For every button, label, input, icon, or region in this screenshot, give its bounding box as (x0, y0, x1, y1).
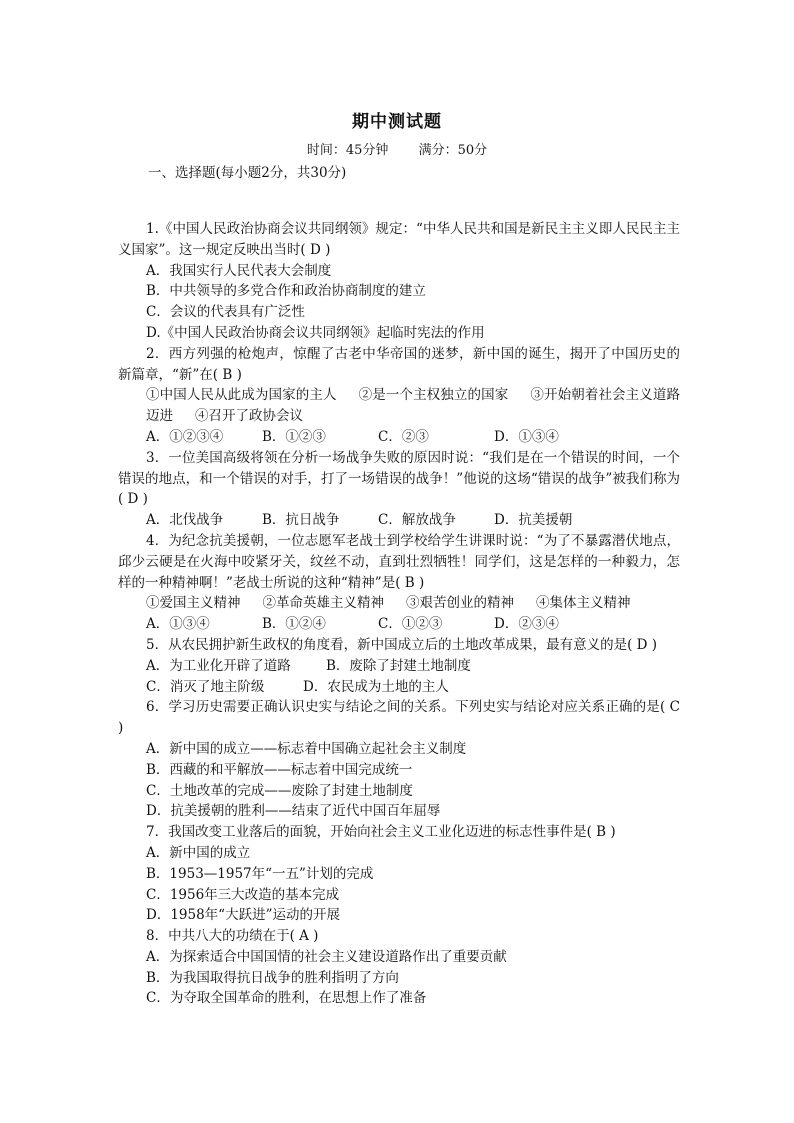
option: A．①②③④ (146, 428, 224, 445)
question-stem: 4．为纪念抗美援朝，一位志愿军老战士到学校给学生讲课时说：“为了不暴露潜伏地点，邱少云硬是在火海中咬紧牙关，纹丝不动，直到壮烈牺牲！同学们，这是怎样的一种毅力，怎样的一种精神啊！”老战士所说的这种“精神”是( B ) (118, 532, 680, 591)
option: D．农民成为土地的主人 (303, 678, 449, 695)
question-item: ①中国人民从此成为国家的主人 (146, 387, 337, 404)
question-items (118, 385, 680, 427)
exam-info (0, 139, 794, 158)
option: C．土地改革的完成——废除了封建土地制度 (146, 782, 413, 799)
option: C．解放战争 (378, 512, 456, 529)
option: D．抗美援朝的胜利——结束了近代中国百年屈辱 (146, 803, 441, 820)
question-stem: 5．从农民拥护新生政权的角度看，新中国成立后的土地改革成果，最有意义的是( D ) (146, 636, 658, 653)
option: D．抗美援朝 (494, 512, 573, 529)
option: A．我国实行人民代表大会制度 (146, 262, 332, 279)
question-item: ③艰苦创业的精神 (406, 595, 514, 612)
option: D.《中国人民政治协商会议共同纲领》起临时宪法的作用 (146, 324, 485, 341)
question-list (118, 219, 680, 1009)
page-title: 期中测试题 (352, 112, 442, 132)
option: D．①③④ (494, 428, 559, 445)
option: A．为探索适合中国国情的社会主义建设道路作出了重要贡献 (146, 948, 507, 965)
option: B．①②④ (262, 616, 326, 633)
option: C．会议的代表具有广泛性 (146, 304, 305, 321)
option: B．西藏的和平解放——标志着中国完成统一 (146, 761, 413, 778)
option: C．②③ (378, 428, 429, 445)
option: D．1958年“大跃进”运动的开展 (146, 907, 340, 924)
option: A．新中国的成立——标志着中国确立起社会主义制度 (146, 740, 467, 757)
question-item: ④集体主义精神 (536, 595, 631, 612)
time-limit: 时间：45分钟 (306, 143, 389, 158)
question-item: ①爱国主义精神 (146, 595, 241, 612)
question-items (118, 593, 680, 614)
question-stem: 1.《中国人民政治协商会议共同纲领》规定：“中华人民共和国是新民主主义即人民民主主义国家”。这一规定反映出当时( D ) (118, 221, 680, 258)
question-stem: 8．中共八大的功绩在于( A ) (146, 928, 319, 945)
question-stem: 7．我国改变工业落后的面貌，开始向社会主义工业化迈进的标志性事件是( B ) (146, 824, 616, 841)
option: B．中共领导的多党合作和政治协商制度的建立 (146, 283, 426, 300)
option: C．①②③ (378, 616, 443, 633)
option: B．1953—1957年“一五”计划的完成 (146, 865, 374, 882)
question-stem: 6．学习历史需要正确认识史实与结论之间的关系。下列史实与结论对应关系正确的是( C ) (118, 699, 680, 737)
option-row (118, 427, 680, 448)
option: B．抗日战争 (262, 512, 340, 529)
option-row (118, 614, 680, 635)
option: B．①②③ (262, 428, 326, 445)
option: D．②③④ (494, 616, 559, 633)
section-heading: 一、选择题(每小题2分，共30分) (148, 165, 347, 181)
option-row (118, 656, 680, 677)
question-item: ②是一个主权独立的国家 (358, 387, 509, 404)
option: A．新中国的成立 (146, 844, 251, 861)
option-row (118, 677, 680, 698)
option-row (118, 510, 680, 531)
question-item: ③开始朝着社会主义道路迈进 (146, 387, 681, 425)
option: A．①③④ (146, 616, 210, 633)
option: C．消灭了地主阶级 (146, 678, 265, 695)
question-stem: 2．西方列强的枪炮声，惊醒了古老中华帝国的迷梦，新中国的诞生，揭开了中国历史的新篇章，“新”在( B ) (118, 345, 680, 383)
question-item: ②革命英雄主义精神 (262, 595, 384, 612)
option: B．废除了封建土地制度 (326, 657, 471, 674)
option: C．为夺取全国革命的胜利，在思想上作了准备 (146, 990, 427, 1007)
option: A．北伐战争 (146, 512, 224, 529)
question-stem: 3．一位美国高级将领在分析一场战争失败的原因时说：“我们是在一个错误的时间，一个错误的地点，和一个错误的对手，打了一场错误的战争！”他说的这场“错误的战争”被我们称为( D ) (118, 449, 680, 508)
full-score: 满分：50分 (418, 143, 488, 158)
question-item: ④召开了政协会议 (195, 408, 303, 425)
option: B．为我国取得抗日战争的胜利指明了方向 (146, 969, 399, 986)
option: A．为工业化开辟了道路 (146, 657, 291, 674)
option: C．1956年三大改造的基本完成 (146, 886, 340, 903)
